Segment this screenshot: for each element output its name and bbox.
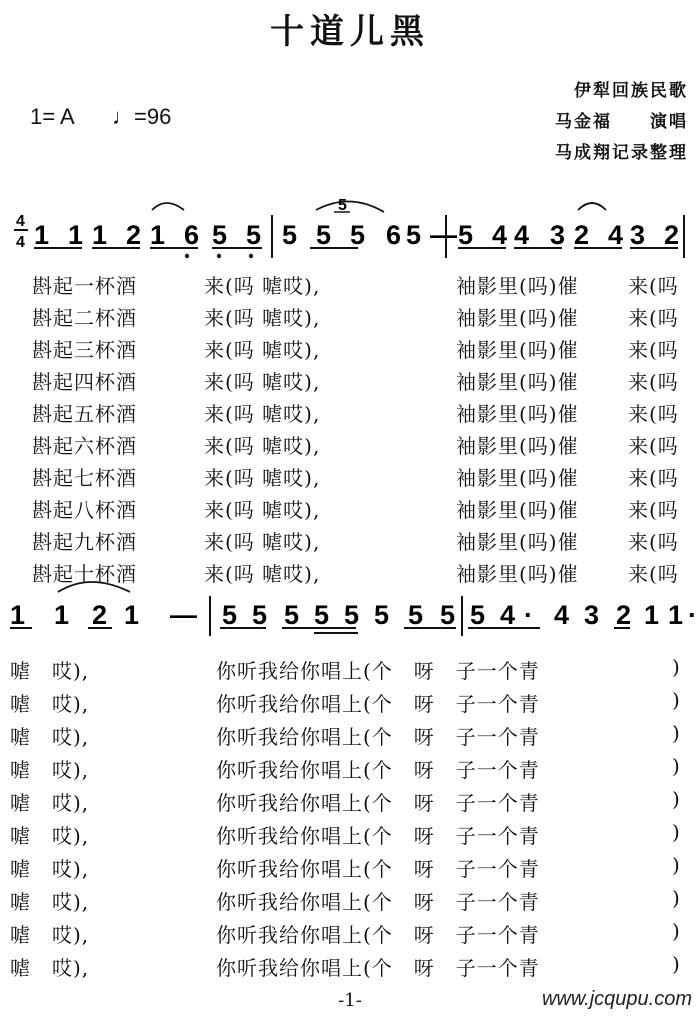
lyric-segment: 㖸 哎), [10, 758, 90, 782]
song-title: 十道儿黑 [270, 12, 430, 52]
lyric-segment: 你听我给你唱上(个 呀 子一个青 [216, 659, 540, 683]
score-note: 5 [316, 220, 332, 250]
score-note: 3 [584, 600, 600, 630]
lyric-segment: 来(吗 㖸哎), [204, 530, 321, 554]
lyric-segment: 你听我给你唱上(个 呀 子一个青 [216, 824, 540, 848]
lyric-row [0, 853, 700, 885]
score-note: 1 [150, 220, 166, 250]
time-sig-top: 4 [16, 213, 25, 230]
page-number: -1- [338, 990, 362, 1011]
lyric-row [0, 334, 700, 366]
lyric-segment: 来(吗 [628, 562, 679, 586]
score-note: 5 [470, 600, 486, 630]
lyric-segment: 斟起九杯酒 [32, 530, 137, 554]
lyric-segment: ) [672, 688, 681, 712]
score-note: — [170, 600, 197, 630]
lyric-segment: 袖影里(吗)催 [456, 338, 579, 362]
lyric-segment: 㖸 哎), [10, 857, 90, 881]
score-note: 5 [252, 600, 268, 630]
score-note: 1 [34, 220, 50, 250]
lyric-segment: 来(吗 [628, 402, 679, 426]
lyric-row [0, 655, 700, 687]
lyric-segment: 你听我给你唱上(个 呀 子一个青 [216, 791, 540, 815]
score-note: 6 [386, 220, 402, 250]
tempo-marking: ♩=96 [112, 104, 172, 129]
lyric-segment: 来(吗 [628, 306, 679, 330]
score-note: 5 [282, 220, 298, 250]
lyric-segment: ) [672, 952, 681, 976]
score-note: 4 [500, 600, 516, 630]
watermark: www.jcqupu.com [541, 988, 692, 1010]
lyric-row [0, 688, 700, 720]
lyric-segment: ) [672, 721, 681, 745]
score-line-2 [10, 582, 697, 636]
lyric-segment: 你听我给你唱上(个 呀 子一个青 [216, 725, 540, 749]
lyric-segment: 袖影里(吗)催 [456, 370, 579, 394]
lyric-row [0, 820, 700, 852]
score-line-1 [14, 197, 684, 258]
lyric-row [0, 430, 700, 462]
score-note: 1 [668, 600, 684, 630]
lyric-segment: 来(吗 [628, 274, 679, 298]
score-note: 4 [514, 220, 530, 250]
lyric-segment: ) [672, 886, 681, 910]
score-note: 1 [10, 600, 26, 630]
credit-performer: 马金福 演唱 [555, 112, 688, 132]
score-note: — [430, 220, 457, 250]
lyric-segment: 斟起六杯酒 [32, 434, 137, 458]
lyric-segment: 斟起五杯酒 [32, 402, 137, 426]
score-note: 5 [458, 220, 474, 250]
lyric-segment: 㖸 哎), [10, 923, 90, 947]
lyric-segment: 袖影里(吗)催 [456, 306, 579, 330]
lyric-segment: 袖影里(吗)催 [456, 498, 579, 522]
lyric-segment: ) [672, 853, 681, 877]
lyric-row [0, 754, 700, 786]
lyric-segment: 㖸 哎), [10, 692, 90, 716]
lyric-segment: 㖸 哎), [10, 890, 90, 914]
lyric-segment: 斟起八杯酒 [32, 498, 137, 522]
score-note: 1 [92, 220, 108, 250]
lyric-row [0, 494, 700, 526]
score-note: 5 [350, 220, 366, 250]
score-note: 2 [616, 600, 632, 630]
score-note: 5 [284, 600, 300, 630]
lyric-segment: 袖影里(吗)催 [456, 402, 579, 426]
score-note: 2 [92, 600, 108, 630]
score-note: 5 [222, 600, 238, 630]
lyric-segment: ) [672, 820, 681, 844]
lyric-segment: 来(吗 㖸哎), [204, 498, 321, 522]
score-note: 4 [608, 220, 624, 250]
lyric-segment: 㖸 哎), [10, 659, 90, 683]
score-note: 2 [126, 220, 142, 250]
line1-notes [34, 220, 679, 250]
lyric-segment: 来(吗 㖸哎), [204, 306, 321, 330]
lyric-segment: 袖影里(吗)催 [456, 530, 579, 554]
lyric-row [0, 366, 700, 398]
lyric-segment: 来(吗 㖸哎), [204, 434, 321, 458]
lyric-segment: 来(吗 㖸哎), [204, 274, 321, 298]
lyric-segment: 你听我给你唱上(个 呀 子一个青 [216, 758, 540, 782]
lyric-segment: 来(吗 㖸哎), [204, 466, 321, 490]
lyric-segment: 斟起一杯酒 [32, 274, 137, 298]
lyric-segment: ) [672, 754, 681, 778]
score-note: 5 [212, 220, 228, 250]
lyric-row [0, 302, 700, 334]
score-note: 1 [54, 600, 70, 630]
score-note: 5 [440, 600, 456, 630]
lyric-segment: 来(吗 㖸哎), [204, 370, 321, 394]
lyric-segment: 你听我给你唱上(个 呀 子一个青 [216, 857, 540, 881]
score-note: 5 [408, 600, 424, 630]
lyric-segment: 你听我给你唱上(个 呀 子一个青 [216, 923, 540, 947]
score-note: 1 [124, 600, 140, 630]
score-note: 5 [406, 220, 422, 250]
score-note: · [688, 600, 697, 630]
lyric-row [0, 462, 700, 494]
score-note: 5 [246, 220, 262, 250]
lyric-segment: 你听我给你唱上(个 呀 子一个青 [216, 890, 540, 914]
lyric-segment: 来(吗 㖸哎), [204, 402, 321, 426]
lyric-segment: 袖影里(吗)催 [456, 274, 579, 298]
time-sig-bottom: 4 [16, 234, 25, 251]
lyric-row [0, 558, 700, 590]
score-note: 3 [550, 220, 566, 250]
lyric-segment: 来(吗 [628, 370, 679, 394]
score-note: 5 [344, 600, 360, 630]
score-note: 6 [184, 220, 200, 250]
credit-origin: 伊犁回族民歌 [574, 81, 688, 101]
lyric-segment: 你听我给你唱上(个 呀 子一个青 [216, 956, 540, 980]
lyric-segment: 斟起十杯酒 [32, 562, 137, 586]
lyric-row [0, 526, 700, 558]
lyric-row [0, 721, 700, 753]
credit-transcriber: 马成翔记录整理 [555, 143, 688, 163]
lyric-segment: 来(吗 㖸哎), [204, 338, 321, 362]
score-note: · [524, 600, 533, 630]
lyric-row [0, 952, 700, 984]
lyric-segment: 袖影里(吗)催 [456, 562, 579, 586]
lyric-row [0, 398, 700, 430]
lyric-segment: 㖸 哎), [10, 824, 90, 848]
score-note: 4 [492, 220, 508, 250]
lyric-row [0, 787, 700, 819]
lyric-segment: 来(吗 㖸哎), [204, 562, 321, 586]
lyric-row [0, 270, 700, 302]
lyric-segment: 斟起三杯酒 [32, 338, 137, 362]
lyric-segment: 来(吗 [628, 530, 679, 554]
key-signature: 1= A [30, 104, 75, 129]
lyric-segment: 来(吗 [628, 338, 679, 362]
lyric-segment: 袖影里(吗)催 [456, 434, 579, 458]
lyric-segment: 来(吗 [628, 466, 679, 490]
score-note: 1 [68, 220, 84, 250]
lyric-segment: 斟起七杯酒 [32, 466, 137, 490]
score-note: 5 [374, 600, 390, 630]
lyric-segment: 斟起四杯酒 [32, 370, 137, 394]
lyric-segment: ) [672, 919, 681, 943]
lyric-segment: ) [672, 655, 681, 679]
lyric-segment: ) [672, 787, 681, 811]
lyric-segment: 袖影里(吗)催 [456, 466, 579, 490]
lyric-segment: 㖸 哎), [10, 791, 90, 815]
score-note: 5 [314, 600, 330, 630]
lyric-segment: 㖸 哎), [10, 956, 90, 980]
score-note: 2 [574, 220, 590, 250]
lyric-segment: 㖸 哎), [10, 725, 90, 749]
lyric-row [0, 919, 700, 951]
lyric-segment: 你听我给你唱上(个 呀 子一个青 [216, 692, 540, 716]
line2-notes [10, 600, 697, 630]
lyric-segment: 来(吗 [628, 498, 679, 522]
lyric-segment: 来(吗 [628, 434, 679, 458]
score-note: 1 [644, 600, 660, 630]
lyric-segment: 斟起二杯酒 [32, 306, 137, 330]
score-note: 3 [630, 220, 646, 250]
score-note: 4 [554, 600, 570, 630]
lyric-row [0, 886, 700, 918]
grace-note: 5 [338, 197, 347, 214]
score-note: 2 [664, 220, 680, 250]
